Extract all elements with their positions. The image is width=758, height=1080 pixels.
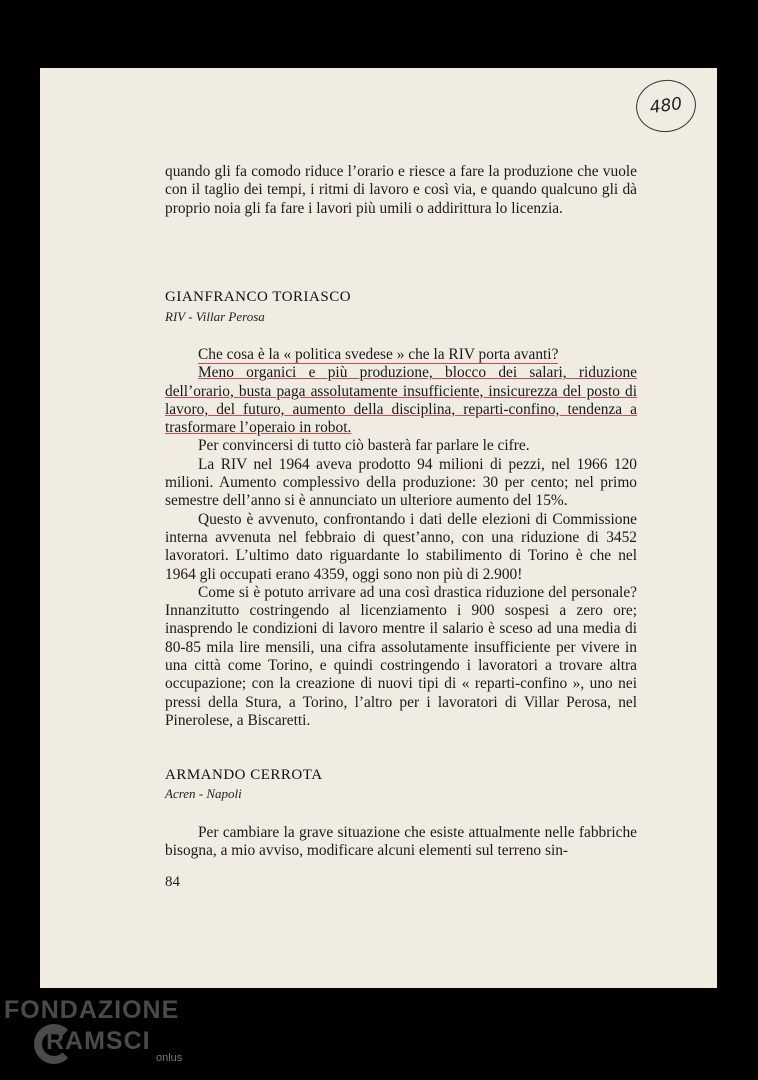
logo-g-icon (34, 1024, 74, 1064)
section1-paragraph-1: Meno organici e più produzione, blocco dei salari, riduzione dell’orario, busta paga assolutamente insufficiente, insicurezza del posto di lavoro, del futuro, aumento della disciplina, reparti-confino, tendenza a trasformare l’operaio in robot. (165, 364, 637, 437)
section2-body (165, 824, 637, 861)
section1-affiliation: RIV - Villar Perosa (165, 309, 265, 324)
logo-line2: RAMSCI (46, 1027, 151, 1055)
logo-line1: FONDAZIONE (4, 996, 180, 1024)
logo-suffix: onlus (156, 1052, 183, 1064)
section1-paragraph-2: Per convincersi di tutto ciò basterà far parlare le cifre. (198, 437, 530, 455)
fondazione-gramsci-logo (4, 996, 186, 1076)
page-number: 84 (165, 874, 180, 890)
section1-question-text: Che cosa è la « politica svedese » che la RIV porta avanti? (198, 346, 559, 363)
section2-author: ARMANDO CERROTA (165, 767, 323, 783)
handwritten-page-annotation: 480 (633, 76, 700, 136)
section2-paragraph: Per cambiare la grave situazione che esiste attualmente nelle fabbriche bisogna, a mio avviso, modificare alcuni elementi sul terreno sin- (165, 824, 637, 860)
intro-text: quando gli fa comodo riduce l’orario e riesce a fare la produzione che vuole con il taglio dei tempi, i ritmi di lavoro e così via, e quando qualcuno gli dà proprio noia gli fa fare i lavori più umili o addirittura lo licenzia. (165, 163, 637, 217)
intro-paragraph (165, 163, 637, 218)
section1-author: GIANFRANCO TORIASCO (165, 289, 352, 305)
section1-paragraph-3: La RIV nel 1964 aveva prodotto 94 milioni di pezzi, nel 1966 120 milioni. Aumento complessivo della produzione: 30 per cento; nel primo semestre dell’anno si è annunciato un ulteriore aumento del 15%. (165, 455, 637, 510)
section1-question (165, 346, 637, 364)
section1-paragraph-4: Questo è avvenuto, confrontando i dati delle elezioni di Commissione interna avvenuta nel febbraio di quest’anno, con una riduzione di 3452 lavoratori. L’ultimo dato riguardante lo stabilimento di Torino è che nel 1964 gli occupati erano 4359, oggi sono non più di 2.900! (165, 510, 637, 583)
section1-body (165, 346, 637, 730)
section1-paragraph-5: Come si è potuto arrivare ad una così drastica riduzione del personale? Innanzitutto costringendo al licenziamento i 900 sospesi a zero ore; inasprendo le condizioni di lavoro mentre il salario è sceso ad una media di 80-85 mila lire mensili, una cifra assolutamente insufficiente per vivere in una città come Torino, e quindi costringendo i lavoratori a trovare altra occupazione; con la creazione di nuovi tipi di « reparti-confino », uno nei pressi della Stura, a Torino, l’altro per i lavoratori di Villar Perosa, nel Pinerolese, a Biscaretti. (165, 583, 637, 729)
section2-affiliation: Acren - Napoli (165, 786, 242, 801)
